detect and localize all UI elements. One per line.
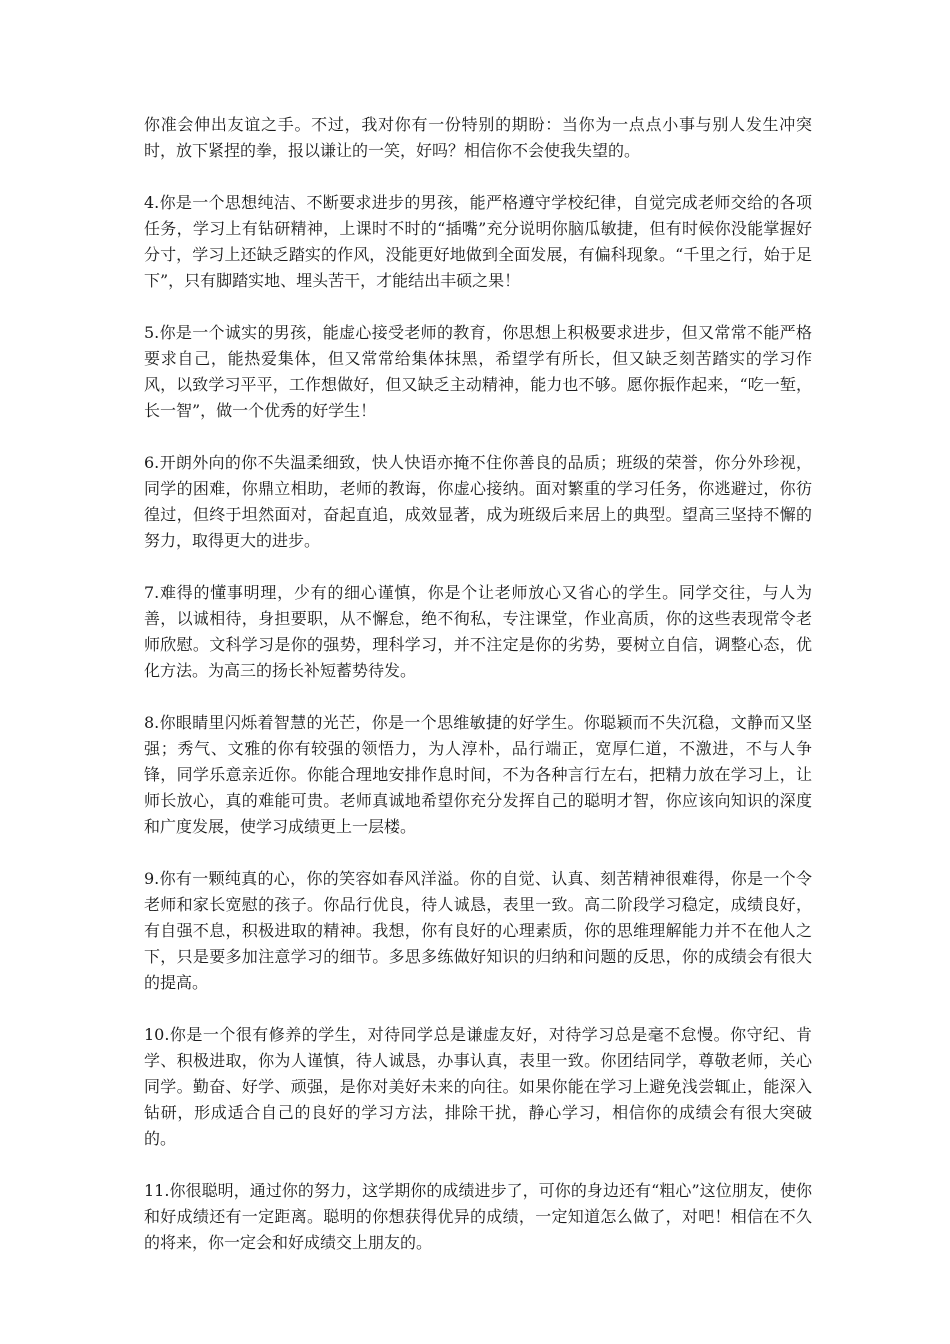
paragraph-comment-10: 10.你是一个很有修养的学生，对待同学总是谦虚友好，对待学习总是毫不怠慢。你守纪、肯学、积极进取，你为人谨慎，待人诚恳，办事认真，表里一致。你团结同学，尊敬老师，关心同学。勤奋、好学、顽强，是你对美好未来的向往。如果你能在学习上避免浅尝辄止，能深入钻研，形成适合自己的良好的学习方法，排除干扰，静心学习，相信你的成绩会有很大突破的。 xyxy=(144,1025,812,1148)
paragraph-comment-9: 9.你有一颗纯真的心，你的笑容如春风洋溢。你的自觉、认真、刻苦精神很难得，你是一个令老师和家长宽慰的孩子。你品行优良，待人诚恳，表里一致。高二阶段学习稳定，成绩良好，有自强不息，积极进取的精神。我想，你有良好的心理素质，你的思维理解能力并不在他人之下，只是要多加注意学习的细节。多思多练做好知识的归纳和问题的反思，你的成绩会有很大的提高。 xyxy=(144,869,812,992)
document-body xyxy=(144,112,812,1282)
paragraph-comment-7: 7.难得的懂事明理，少有的细心谨慎，你是个让老师放心又省心的学生。同学交往，与人为善，以诚相待，身担要职，从不懈怠，绝不徇私，专注课堂，作业高质，你的这些表现常令老师欣慰。文科学习是你的强势，理科学习，并不注定是你的劣势，要树立自信，调整心态，优化方法。为高三的扬长补短蓄势待发。 xyxy=(144,583,812,680)
paragraph-comment-4: 4.你是一个思想纯洁、不断要求进步的男孩，能严格遵守学校纪律，自觉完成老师交给的各项任务，学习上有钻研精神，上课时不时的“插嘴”充分说明你脑瓜敏捷，但有时候你没能掌握好分寸，学习上还缺乏踏实的作风，没能更好地做到全面发展，有偏科现象。“千里之行，始于足下”，只有脚踏实地、埋头苦干，才能结出丰硕之果！ xyxy=(144,193,812,290)
paragraph-comment-11: 11.你很聪明，通过你的努力，这学期你的成绩进步了，可你的身边还有“粗心”这位朋友，使你和好成绩还有一定距离。聪明的你想获得优异的成绩，一定知道怎么做了，对吧！相信在不久的将来，你一定会和好成绩交上朋友的。 xyxy=(144,1181,812,1252)
paragraph-comment-6: 6.开朗外向的你不失温柔细致，快人快语亦掩不住你善良的品质；班级的荣誉，你分外珍视，同学的困难，你鼎立相助，老师的教诲，你虚心接纳。面对繁重的学习任务，你逃避过，你彷徨过，但终于坦然面对，奋起直追，成效显著，成为班级后来居上的典型。望高三坚持不懈的努力，取得更大的进步。 xyxy=(144,453,812,550)
paragraph-continuation: 你准会伸出友谊之手。不过，我对你有一份特别的期盼：当你为一点点小事与别人发生冲突时，放下紧捏的拳，报以谦让的一笑，好吗？相信你不会使我失望的。 xyxy=(144,115,812,160)
paragraph-comment-8: 8.你眼睛里闪烁着智慧的光芒，你是一个思维敏捷的好学生。你聪颖而不失沉稳，文静而又坚强；秀气、文雅的你有较强的领悟力，为人淳朴，品行端正，宽厚仁道，不激进，不与人争锋，同学乐意亲近你。你能合理地安排作息时间，不为各种言行左右，把精力放在学习上，让师长放心，真的难能可贵。老师真诚地希望你充分发挥自己的聪明才智，你应该向知识的深度和广度发展，使学习成绩更上一层楼。 xyxy=(144,713,812,836)
paragraph-comment-5: 5.你是一个诚实的男孩，能虚心接受老师的教育，你思想上积极要求进步，但又常常不能严格要求自己，能热爱集体，但又常常给集体抹黑，希望学有所长，但又缺乏刻苦踏实的学习作风，以致学习平平，工作想做好，但又缺乏主动精神，能力也不够。愿你振作起来，“吃一堑，长一智”，做一个优秀的好学生！ xyxy=(144,323,812,420)
